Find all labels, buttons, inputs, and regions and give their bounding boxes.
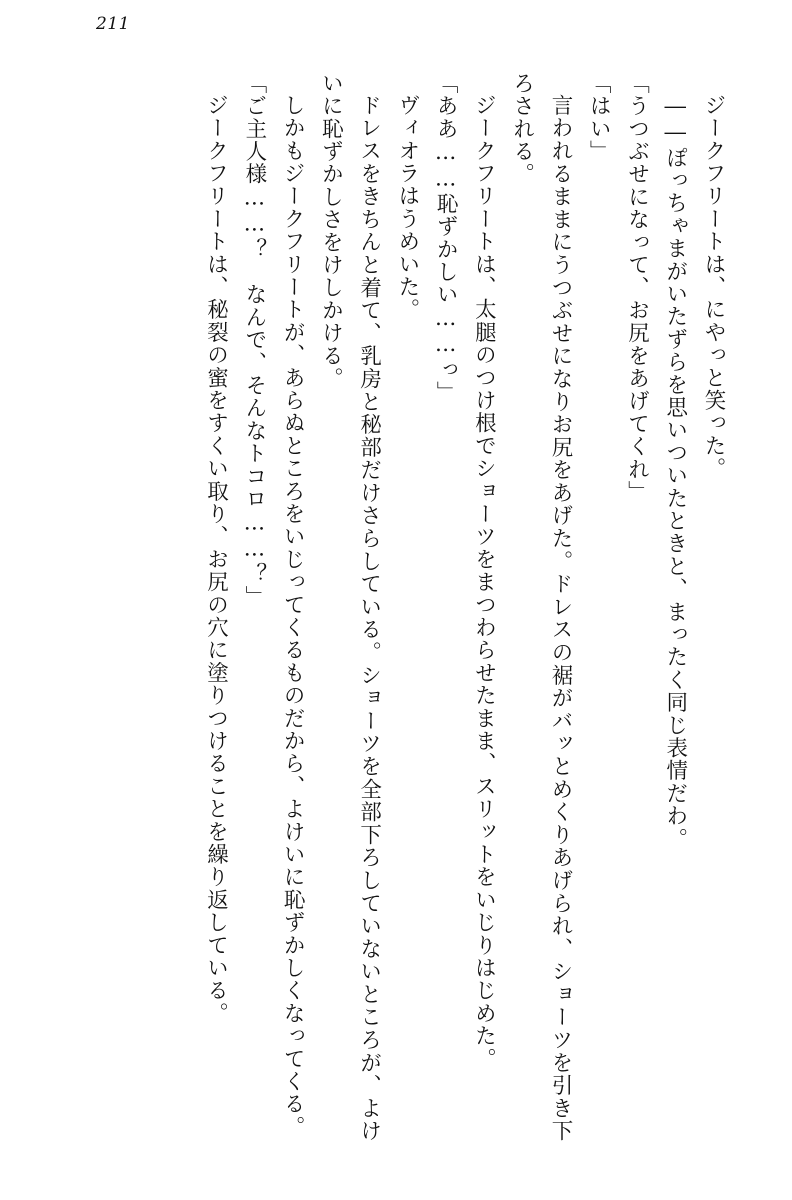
body-paragraph: 「はい」 — [586, 72, 612, 163]
body-paragraph: ジークフリートは、にやっと笑った。 — [701, 93, 726, 480]
body-paragraph: しかもジークフリートが、あらぬところをいじってくるものだから、よけいに恥ずかしくなってくる。 — [280, 93, 306, 1138]
body-paragraph: 「うつぶせになって、お尻をあげてくれ」 — [624, 72, 650, 504]
body-paragraph: 「ご主人様……？ なんで、そんなトコロ……？」 — [241, 72, 267, 609]
body-paragraph: ドレスをきちんと着て、乳房と秘部だけさらしている。ショーツを全部下ろしていないところが、よけいに恥ずかしさをけしかける。 — [318, 72, 382, 1142]
body-paragraph: ジークフリートは、太腿のつけ根でショーツをまつわらせたまま、スリットをいじりはじめた。 — [471, 93, 497, 1070]
body-paragraph: ヴィオラはうめいた。 — [394, 93, 420, 321]
body-paragraph: 言われるままにうつぶせになりお尻をあげた。ドレスの裾がバッとめくりあげられ、ショーツを引き下ろされる。 — [509, 72, 573, 1142]
body-paragraph: 「ああ……恥ずかしい……っ」 — [433, 72, 459, 404]
body-paragraph: ジークフリートは、秘裂の蜜をすくい取り、お尻の穴に塗りつけることを繰り返している。 — [203, 93, 229, 1025]
page-number: 211 — [96, 14, 130, 34]
body-paragraph: ――ぽっちゃまがいたずらを思いついたときと、まったく同じ表情だわ。 — [662, 93, 688, 850]
page-body-text — [72, 72, 732, 1142]
